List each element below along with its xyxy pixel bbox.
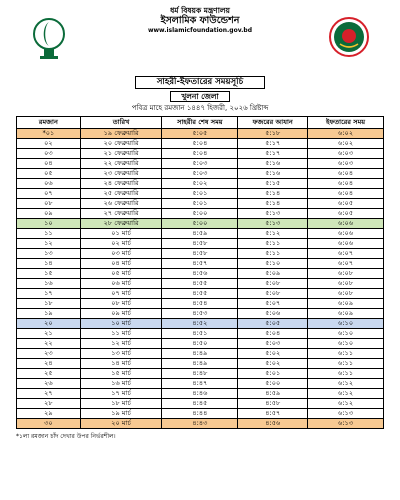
fajr-azan-cell: ৫:১৮ [238,129,308,139]
table-row [17,409,384,419]
ramadan-day-cell: ০৭ [17,189,81,199]
ramadan-day-cell: ৩০ [17,419,81,429]
sehri-end-cell: ৪:৪৯ [162,349,238,359]
date-cell: ০২ মার্চ [80,239,162,249]
sehri-end-cell: ৪:৫২ [162,319,238,329]
fajr-azan-cell: ৫:১৫ [238,179,308,189]
fajr-azan-cell: ৫:১১ [238,249,308,259]
table-row [17,269,384,279]
table-row [17,319,384,329]
date-cell: ১৮ মার্চ [80,399,162,409]
sehri-end-cell: ৪:৪৬ [162,389,238,399]
table-row [17,219,384,229]
fajr-azan-cell: ৫:০৬ [238,309,308,319]
iftar-time-cell: ৬:০৬ [308,229,384,239]
iftar-time-cell: ৬:০৮ [308,269,384,279]
table-row [17,249,384,259]
sehri-end-cell: ৫:০৪ [162,149,238,159]
date-cell: ১৩ মার্চ [80,349,162,359]
sehri-end-cell: ৫:০২ [162,179,238,189]
ramadan-day-cell: ২৬ [17,379,81,389]
iftar-time-cell: ৬:১০ [308,319,384,329]
date-cell: ১৪ মার্চ [80,359,162,369]
table-row [17,379,384,389]
sehri-end-cell: ৪:৫৪ [162,299,238,309]
fajr-azan-cell: ৫:০৮ [238,279,308,289]
document-subtitle: পবিত্র মাহে রমজান ১৪৪৭ হিজরী, ২০২৬ খ্রিষ্টাব্দ [131,104,269,112]
table-row [17,279,384,289]
sehri-end-cell: ৪:৫৫ [162,289,238,299]
table-row [17,399,384,409]
table-row [17,159,384,169]
table-row [17,369,384,379]
sehri-iftar-table [16,116,384,429]
table-row [17,239,384,249]
fajr-azan-cell: ৫:১০ [238,259,308,269]
sehri-end-cell: ৪:৫৬ [162,269,238,279]
ramadan-day-cell: ০৫ [17,169,81,179]
footer-notes [16,433,384,441]
table-row [17,149,384,159]
date-cell: ১৯ মার্চ [80,409,162,419]
sehri-end-cell: ৪:৫৩ [162,309,238,319]
fajr-azan-cell: ৫:০২ [238,349,308,359]
sehri-end-cell: ৪:৫০ [162,339,238,349]
sehri-end-cell: ৫:০৩ [162,169,238,179]
fajr-azan-cell: ৫:১৬ [238,159,308,169]
table-row [17,139,384,149]
date-cell: ২১ ফেব্রুয়ারি [80,149,162,159]
date-cell: ০১ মার্চ [80,229,162,239]
date-cell: ২০ মার্চ [80,419,162,429]
document-header [16,6,384,76]
ramadan-day-cell: *০১ [17,129,81,139]
sehri-end-cell: ৪:৫৭ [162,259,238,269]
iftar-time-cell: ৬:০৫ [308,199,384,209]
sehri-end-cell: ৫:০১ [162,199,238,209]
sehri-end-cell: ৪:৪৭ [162,379,238,389]
website: www.islamicfoundation.gov.bd [147,27,253,34]
date-cell: ১১ মার্চ [80,329,162,339]
date-cell: ০৯ মার্চ [80,309,162,319]
fajr-azan-cell: ৫:১৪ [238,189,308,199]
date-cell: ২২ ফেব্রুয়ারি [80,159,162,169]
table-header-row [17,117,384,129]
fajr-azan-cell: ৪:৫৯ [238,389,308,399]
ramadan-day-cell: ২৪ [17,359,81,369]
date-cell: ১৭ মার্চ [80,389,162,399]
date-cell: ২৩ ফেব্রুয়ারি [80,169,162,179]
iftar-time-cell: ৬:০৮ [308,279,384,289]
date-cell: ২৮ ফেব্রুয়ারি [80,219,162,229]
fajr-azan-cell: ৫:০১ [238,369,308,379]
table-row [17,209,384,219]
date-cell: ২৪ ফেব্রুয়ারি [80,179,162,189]
iftar-time-cell: ৬:০৩ [308,159,384,169]
islamic-foundation-emblem-icon [30,16,68,60]
date-cell: ২৭ ফেব্রুয়ারি [80,209,162,219]
iftar-time-cell: ৬:১১ [308,359,384,369]
fajr-azan-cell: ৪:৫৬ [238,419,308,429]
district-label: খুলনা জেলা [170,91,230,102]
sehri-end-cell: ৪:৫৫ [162,279,238,289]
date-cell: ১০ মার্চ [80,319,162,329]
ramadan-day-cell: ২১ [17,329,81,339]
ramadan-day-cell: ০৬ [17,179,81,189]
table-row [17,309,384,319]
iftar-time-cell: ৬:১১ [308,349,384,359]
fajr-azan-cell: ৪:৫৮ [238,399,308,409]
date-cell: ১৫ মার্চ [80,369,162,379]
iftar-time-cell: ৬:০৪ [308,169,384,179]
ramadan-day-cell: ০৩ [17,149,81,159]
ramadan-day-cell: ২৯ [17,409,81,419]
fajr-azan-cell: ৫:১৪ [238,199,308,209]
fajr-azan-cell: ৪:৫৭ [238,409,308,419]
ramadan-day-cell: ১০ [17,219,81,229]
date-cell: ০৪ মার্চ [80,259,162,269]
fajr-azan-cell: ৫:০৪ [238,329,308,339]
ramadan-day-cell: ১৭ [17,289,81,299]
sehri-end-cell: ৪:৪৪ [162,409,238,419]
fajr-azan-cell: ৫:১৭ [238,139,308,149]
iftar-time-cell: ৬:০৫ [308,209,384,219]
iftar-time-cell: ৬:০৪ [308,179,384,189]
date-cell: ২০ ফেব্রুয়ারি [80,139,162,149]
sehri-end-cell: ৪:৫৮ [162,239,238,249]
iftar-time-cell: ৬:০৭ [308,249,384,259]
ramadan-day-cell: ১৫ [17,269,81,279]
table-row [17,129,384,139]
sehri-end-cell: ৪:৪৯ [162,359,238,369]
table-row [17,259,384,269]
ramadan-day-cell: ০২ [17,139,81,149]
fajr-azan-cell: ৫:০৫ [238,319,308,329]
iftar-time-cell: ৬:১০ [308,329,384,339]
iftar-time-cell: ৬:০৭ [308,259,384,269]
iftar-time-cell: ৬:১১ [308,369,384,379]
fajr-azan-cell: ৫:১৩ [238,219,308,229]
date-cell: ২৫ ফেব্রুয়ারি [80,189,162,199]
organization-name: ইসলামিক ফাউন্ডেশন [160,15,240,26]
iftar-time-cell: ৬:১২ [308,389,384,399]
table-row [17,199,384,209]
column-header-sehri-end: সাহরীর শেষ সময় [162,117,238,129]
table-row [17,289,384,299]
iftar-time-cell: ৬:১২ [308,399,384,409]
sehri-end-cell: ৪:৪৫ [162,399,238,409]
fajr-azan-cell: ৫:১৬ [238,169,308,179]
ramadan-day-cell: ২০ [17,319,81,329]
sehri-end-cell: ৪:৫৯ [162,229,238,239]
ramadan-day-cell: ০৯ [17,209,81,219]
ramadan-day-cell: ২২ [17,339,81,349]
fajr-azan-cell: ৫:০৭ [238,299,308,309]
sehri-end-cell: ৪:৪৩ [162,419,238,429]
column-header-iftar: ইফতারের সময় [308,117,384,129]
fajr-azan-cell: ৫:০৯ [238,269,308,279]
table-row [17,179,384,189]
column-header-date: তারিখ [80,117,162,129]
note-moon-sighting: *১লা রমজান চাঁদ দেখার উপর নির্ভরশীল। [16,433,116,440]
date-cell: ০৭ মার্চ [80,289,162,299]
sehri-end-cell: ৪:৫৮ [162,249,238,259]
iftar-time-cell: ৬:০৬ [308,239,384,249]
ramadan-day-cell: ১৩ [17,249,81,259]
iftar-time-cell: ৬:০৬ [308,219,384,229]
ramadan-day-cell: ০৪ [17,159,81,169]
sehri-end-cell: ৪:৪৮ [162,369,238,379]
iftar-time-cell: ৬:০৯ [308,309,384,319]
iftar-time-cell: ৬:০২ [308,139,384,149]
government-seal-icon [328,16,370,58]
table-row [17,169,384,179]
fajr-azan-cell: ৫:০০ [238,379,308,389]
fajr-azan-cell: ৫:০২ [238,359,308,369]
iftar-time-cell: ৬:০৪ [308,189,384,199]
column-header-fajr-azan: ফজরের আযান [238,117,308,129]
sehri-end-cell: ৪:৫১ [162,329,238,339]
ramadan-day-cell: ২৩ [17,349,81,359]
iftar-time-cell: ৬:১২ [308,379,384,389]
date-cell: ২৬ ফেব্রুয়ারি [80,199,162,209]
ramadan-day-cell: ১৪ [17,259,81,269]
fajr-azan-cell: ৫:১৭ [238,149,308,159]
date-cell: ০৬ মার্চ [80,279,162,289]
iftar-time-cell: ৬:০৩ [308,149,384,159]
iftar-time-cell: ৬:১৩ [308,409,384,419]
date-cell: ১২ মার্চ [80,339,162,349]
date-cell: ১৯ ফেব্রুয়ারি [80,129,162,139]
ramadan-day-cell: ১২ [17,239,81,249]
ramadan-day-cell: ২৫ [17,369,81,379]
iftar-time-cell: ৬:০৯ [308,299,384,309]
table-row [17,419,384,429]
ministry-name: ধর্ম বিষয়ক মন্ত্রণালয় [170,6,230,15]
fajr-azan-cell: ৫:০৩ [238,339,308,349]
iftar-time-cell: ৬:১০ [308,339,384,349]
iftar-time-cell: ৬:০২ [308,129,384,139]
table-row [17,329,384,339]
table-row [17,299,384,309]
sehri-end-cell: ৫:০৪ [162,139,238,149]
column-header-ramadan: রমজান [17,117,81,129]
document-title: সাহরী-ইফতারের সময়সূচি [135,76,265,89]
ramadan-day-cell: ১১ [17,229,81,239]
sehri-end-cell: ৫:০০ [162,209,238,219]
ramadan-day-cell: ১৯ [17,309,81,319]
table-row [17,339,384,349]
iftar-time-cell: ৬:০৮ [308,289,384,299]
table-body [17,129,384,429]
table-row [17,389,384,399]
iftar-time-cell: ৬:১৩ [308,419,384,429]
date-cell: ০৮ মার্চ [80,299,162,309]
ramadan-day-cell: ২৮ [17,399,81,409]
sehri-end-cell: ৫:০৩ [162,159,238,169]
fajr-azan-cell: ৫:০৮ [238,289,308,299]
ramadan-day-cell: ১৬ [17,279,81,289]
sehri-end-cell: ৫:০৫ [162,129,238,139]
ramadan-day-cell: ১৮ [17,299,81,309]
ramadan-day-cell: ০৮ [17,199,81,209]
table-row [17,359,384,369]
table-row [17,349,384,359]
fajr-azan-cell: ৫:১২ [238,229,308,239]
sehri-end-cell: ৫:০০ [162,219,238,229]
date-cell: ০৩ মার্চ [80,249,162,259]
ramadan-day-cell: ২৭ [17,389,81,399]
fajr-azan-cell: ৫:১১ [238,239,308,249]
date-cell: ০৫ মার্চ [80,269,162,279]
date-cell: ১৬ মার্চ [80,379,162,389]
sehri-end-cell: ৫:০১ [162,189,238,199]
fajr-azan-cell: ৫:১৩ [238,209,308,219]
table-row [17,189,384,199]
table-row [17,229,384,239]
